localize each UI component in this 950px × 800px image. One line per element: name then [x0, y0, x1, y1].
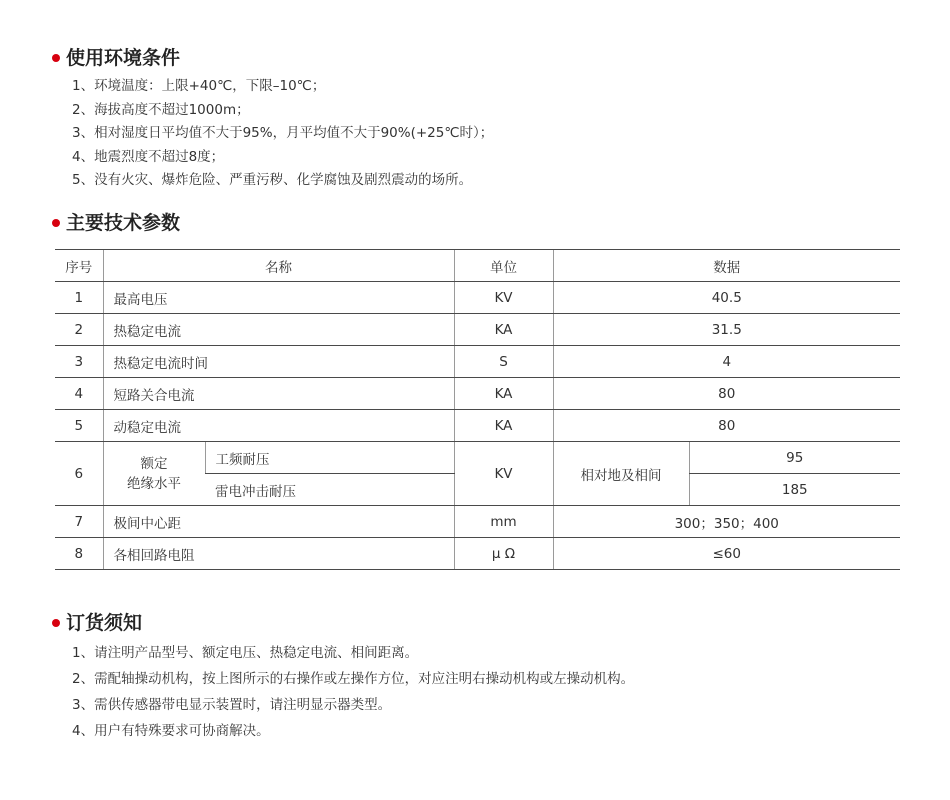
insulation-group-line1: 额定: [140, 455, 168, 472]
row-value: 80: [553, 378, 900, 410]
header-unit: 单位: [454, 250, 553, 282]
row-no: 1: [55, 282, 103, 314]
insulation-data-label: 相对地及相间: [553, 442, 689, 506]
insulation-sub-power-frequency: 工频耐压: [205, 442, 454, 474]
row-value: 80: [553, 410, 900, 442]
tech-title: 主要技术参数: [66, 212, 181, 234]
tech-section-title: [52, 212, 180, 234]
row-unit: S: [454, 346, 553, 378]
row-no: 8: [55, 538, 103, 570]
list-item: 3、需供传感器带电显示装置时，请注明显示器类型。: [72, 697, 392, 713]
env-section-title: [52, 47, 180, 69]
row-name: 热稳定电流时间: [103, 346, 454, 378]
bullet-dot-icon: [52, 54, 60, 62]
row-value: 40.5: [553, 282, 900, 314]
table-row: [55, 346, 900, 378]
table-row: [55, 282, 900, 314]
list-item: 4、用户有特殊要求可协商解决。: [72, 723, 270, 739]
header-name: 名称: [103, 250, 454, 282]
list-item: 5、没有火灾、爆炸危险、严重污秽、化学腐蚀及剧烈震动的场所。: [72, 172, 473, 188]
row-name: 极间中心距: [103, 506, 454, 538]
order-title: 订货须知: [66, 612, 143, 634]
header-data: 数据: [553, 250, 900, 282]
insulation-sub-lightning-impulse: 雷电冲击耐压: [205, 474, 454, 506]
insulation-value-2: 185: [689, 474, 900, 506]
header-no: 序号: [55, 250, 103, 282]
bullet-dot-icon: [52, 619, 60, 627]
row-value: ≤60: [553, 538, 900, 570]
order-section-title: [52, 612, 142, 634]
row-value: 31.5: [553, 314, 900, 346]
row-unit: KA: [454, 378, 553, 410]
row-name: 动稳定电流: [103, 410, 454, 442]
row-unit: KA: [454, 410, 553, 442]
row-unit: KA: [454, 314, 553, 346]
list-item: 3、相对湿度日平均值不大于95%，月平均值不大于90%(+25℃时）；: [72, 125, 494, 141]
table-header-row: [55, 250, 900, 282]
row-no: 6: [55, 442, 103, 506]
row-unit: KV: [454, 282, 553, 314]
params-table: [55, 249, 900, 570]
row-value: 300；350；400: [553, 506, 900, 538]
insulation-value-1: 95: [689, 442, 900, 474]
row-no: 2: [55, 314, 103, 346]
bullet-dot-icon: [52, 219, 60, 227]
table-row: [55, 378, 900, 410]
row-name: 各相回路电阻: [103, 538, 454, 570]
insulation-group-line2: 绝缘水平: [127, 475, 181, 492]
list-item: 1、环境温度：上限+40℃，下限–10℃；: [72, 78, 326, 94]
list-item: 4、地震烈度不超过8度；: [72, 148, 225, 165]
table-row: [55, 538, 900, 570]
row-name: 热稳定电流: [103, 314, 454, 346]
row-no: 5: [55, 410, 103, 442]
table-row: [55, 506, 900, 538]
row-no: 3: [55, 346, 103, 378]
list-item: 1、请注明产品型号、额定电压、热稳定电流、相间距离。: [72, 645, 419, 661]
row-unit: mm: [454, 506, 553, 538]
env-title: 使用环境条件: [66, 47, 181, 69]
insulation-unit: KV: [454, 442, 553, 506]
row-no: 7: [55, 506, 103, 538]
row-unit: μ Ω: [454, 538, 553, 570]
list-item: 2、海拔高度不超过1000m；: [72, 101, 250, 118]
row-name: 短路关合电流: [103, 378, 454, 410]
list-item: 2、需配轴操动机构，按上图所示的右操作或左操作方位，对应注明右操动机构或左操动机构。: [72, 671, 635, 687]
table-row-insulation: [55, 442, 900, 474]
row-value: 4: [553, 346, 900, 378]
row-no: 4: [55, 378, 103, 410]
row-name: 最高电压: [103, 282, 454, 314]
table-row: [55, 410, 900, 442]
insulation-group-cell: [103, 442, 205, 506]
env-list: [72, 75, 493, 193]
table-row: [55, 314, 900, 346]
order-list: [72, 640, 634, 744]
